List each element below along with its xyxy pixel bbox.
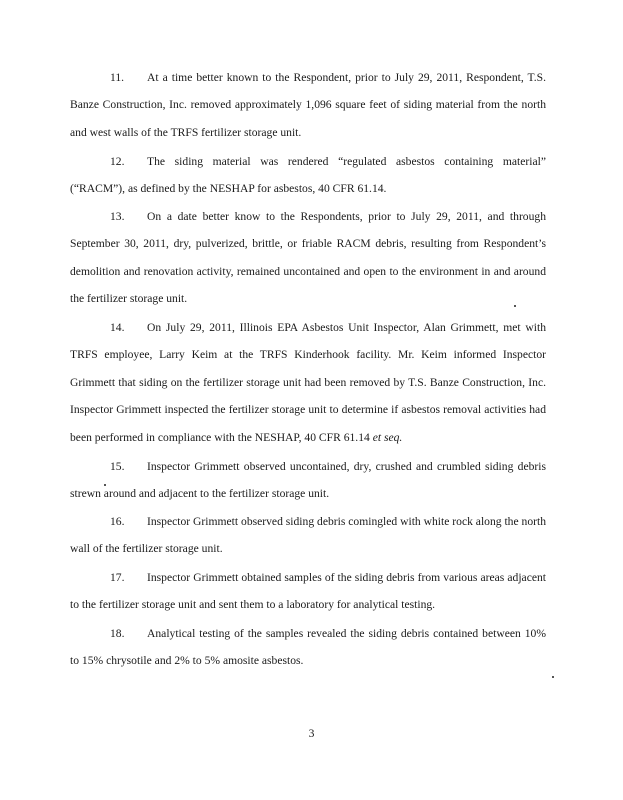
paragraph-text: Inspector Grimmett obtained samples of the siding debris from various areas adjacent to the fertilizer storage unit and sent them to a laboratory for analytical testing. [70,571,546,612]
paragraph-text: The siding material was rendered “regulated asbestos containing material” (“RACM”), as defined by the NESHAP for asbestos, 40 CFR 61.14. [70,155,546,196]
paragraph-number: 11. [110,71,125,84]
paragraph-text-italic: et seq. [372,430,403,444]
paragraph-15 [70,453,546,508]
paragraph-number: 17. [110,571,125,584]
paragraph-text: Inspector Grimmett observed uncontained, dry, crushed and crumbled siding debris strewn around and adjacent to the fertilizer storage unit. [70,460,546,501]
scan-speck [514,305,516,307]
paragraph-17 [70,564,546,619]
paragraph-11 [70,64,546,146]
paragraph-number: 12. [110,155,125,168]
paragraph-18 [70,620,546,675]
scan-speck [552,676,554,678]
paragraph-text: At a time better known to the Respondent, prior to July 29, 2011, Respondent, T.S. Banze Construction, Inc. removed approximately 1,096 square feet of siding material from the north and west walls of the TRFS fertilizer storage unit. [70,71,546,139]
paragraph-text: On a date better know to the Respondents, prior to July 29, 2011, and through September 30, 2011, dry, pulverized, brittle, or friable RACM debris, resulting from Respondent’s demolition and renovation activity, remained uncontained and open to the environment in and around the fertilizer storage unit. [70,210,546,306]
paragraph-number: 15. [110,460,125,473]
paragraph-16 [70,508,546,563]
paragraph-12 [70,148,546,203]
page-number: 3 [308,727,315,740]
scan-speck [104,484,106,486]
paragraph-text: Inspector Grimmett observed siding debris comingled with white rock along the north wall of the fertilizer storage unit. [70,515,546,556]
paragraph-text: On July 29, 2011, Illinois EPA Asbestos Unit Inspector, Alan Grimmett, met with TRFS employee, Larry Keim at the TRFS Kinderhook facility. Mr. Keim informed Inspector Grimmett that siding on the fertilizer storage unit had been removed by T.S. Banze Construction, Inc. Inspector Grimmett inspected the fertilizer storage unit to determine if asbestos removal activities had been performed in compliance with the NESHAP, 40 CFR 61.14 [70,321,546,444]
paragraph-number: 16. [110,515,125,528]
paragraph-number: 13. [110,210,125,223]
paragraph-13 [70,203,546,313]
paragraph-14 [70,314,546,451]
paragraph-text: Analytical testing of the samples revealed the siding debris contained between 10% to 15% chrysotile and 2% to 5% amosite asbestos. [70,627,546,668]
paragraph-number: 18. [110,627,125,640]
paragraph-number: 14. [110,321,125,334]
